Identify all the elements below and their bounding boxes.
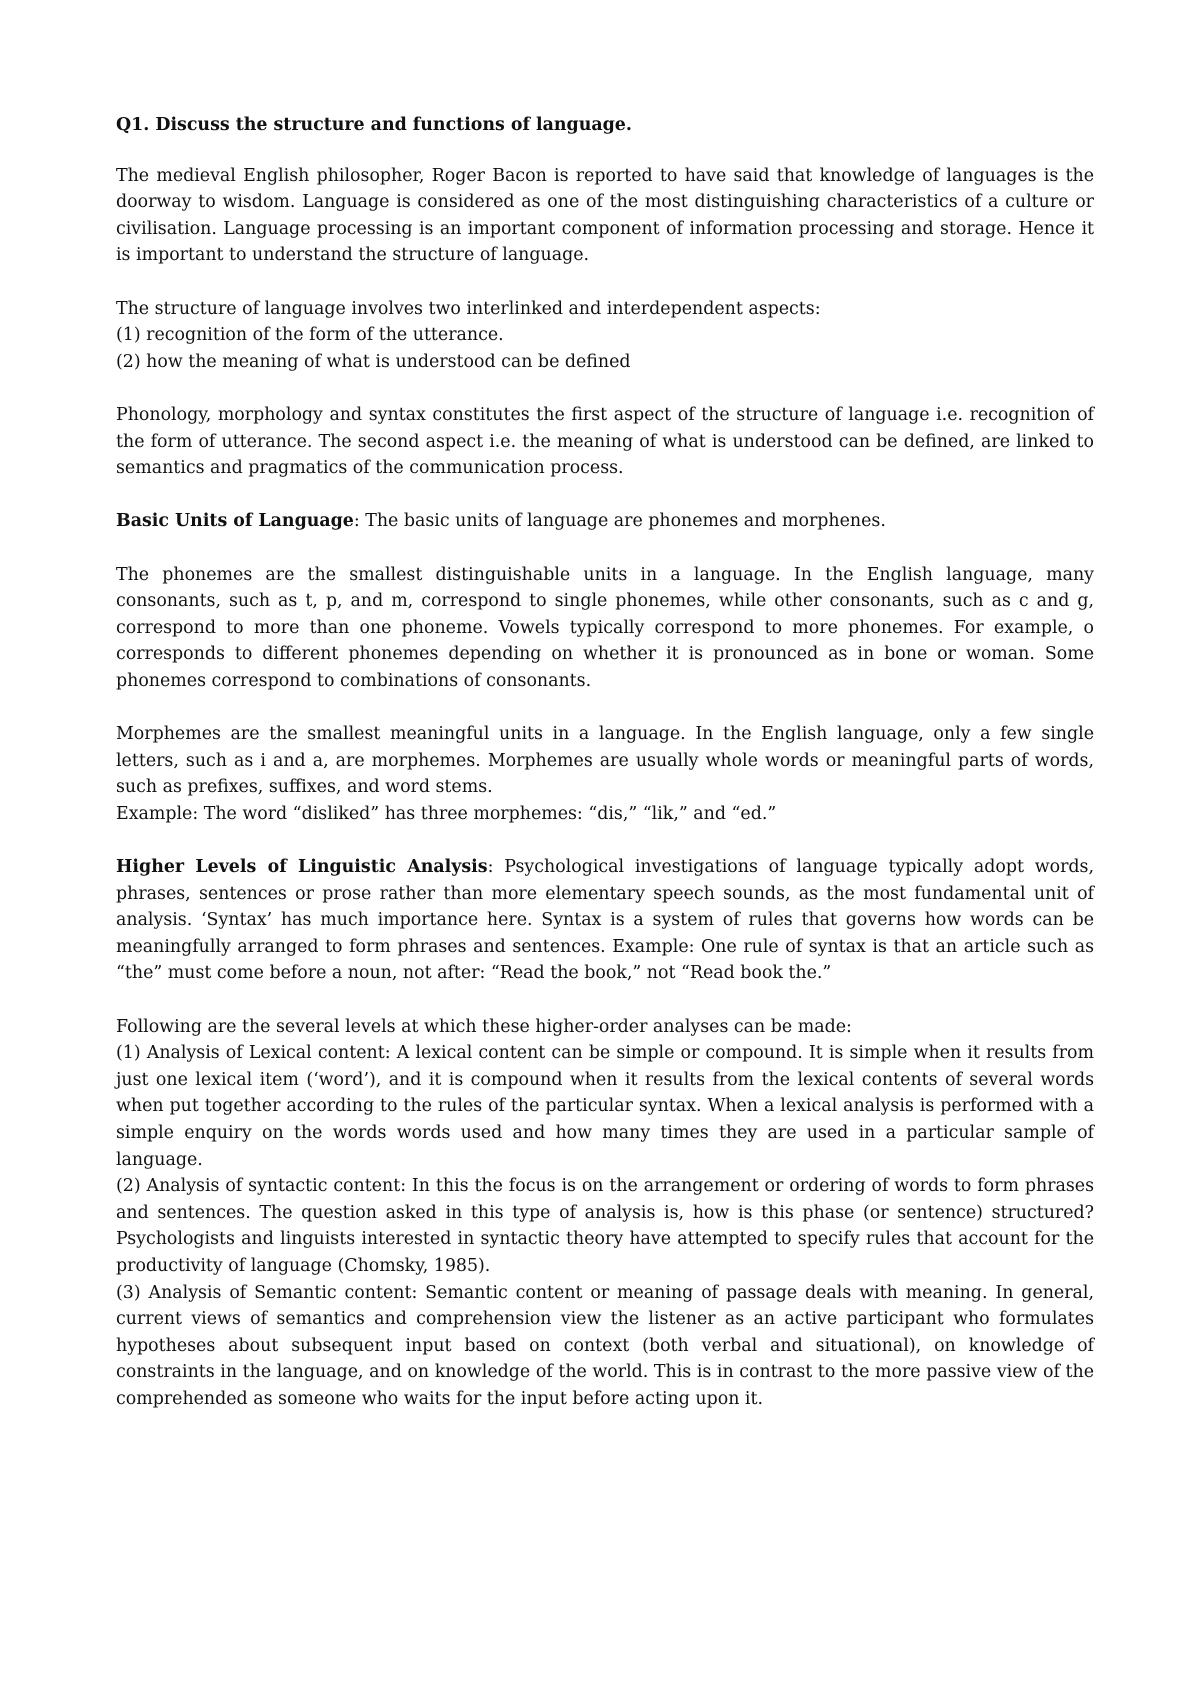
level-item-syntactic: (2) Analysis of syntactic content: In this the focus is on the arrangement or ordering of words to form phrases and sentences. The question asked in this type of analysis is, how is this phase (or sentence) structured? Psychologists and linguists interested in syntactic theory have attempted to specify rules that account for the productivity of language (Chomsky, 1985). [116,1176,1094,1276]
basic-units-paragraph [116,508,1094,535]
question-title: Q1. Discuss the structure and functions of language. [116,115,632,135]
levels-intro: Following are the several levels at which these higher-order analyses can be made: [116,1016,852,1037]
structure-aspects-block [116,296,1094,376]
morphemes-block [116,721,1094,827]
analysis-levels-block [116,1014,1094,1413]
structure-intro: The structure of language involves two interlinked and interdependent aspects: [116,298,821,319]
structure-item-1: (1) recognition of the form of the utterance. [116,325,504,346]
level-item-semantic: (3) Analysis of Semantic content: Semantic content or meaning of passage deals with meaning. In general, current views of semantics and comprehension view the listener as an active participant who formulates hypotheses about subsequent input based on context (both verbal and situational), on knowledge of constraints in the language, and on knowledge of the world. This is in contrast to the more passive view of the comprehended as someone who waits for the input before acting upon it. [116,1282,1094,1409]
basic-units-text: : The basic units of language are phonemes and morphenes. [353,511,886,532]
phonemes-paragraph: The phonemes are the smallest distinguishable units in a language. In the English language, many consonants, such as t, p, and m, correspond to single phonemes, while other consonants, such as c and g, correspond to more than one phoneme. Vowels typically correspond to more phonemes. For example, o corresponds to different phonemes depending on whether it is pronounced as in bone or woman. Some phonemes correspond to combinations of consonants. [116,564,1094,691]
higher-levels-text: : Psychological investigations of language typically adopt words, phrases, sentences or prose rather than more elementary speech sounds, as the most fundamental unit of analysis. ‘Syntax’ has much importance here. Syntax is a system of rules that governs how words can be meaningfully arranged to form phrases and sentences. Example: One rule of syntax is that an article such as “the” must come before a noun, not after: “Read the book,” not “Read book the.” [116,857,1095,984]
structure-item-2: (2) how the meaning of what is understood can be defined [116,351,631,372]
document-page [116,112,1094,1439]
morphemes-paragraph: Morphemes are the smallest meaningful units in a language. In the English language, only a few single letters, such as i and a, are morphemes. Morphemes are usually whole words or meaningful parts of words, such as prefixes, suffixes, and word stems. [116,724,1094,798]
basic-units-heading: Basic Units of Language [116,511,354,532]
intro-paragraph: The medieval English philosopher, Roger Bacon is reported to have said that knowledge of languages is the doorway to wisdom. Language is considered as one of the most distinguishing characteristics of a culture or civilisation. Language processing is an important component of information processing and storage. Hence it is important to understand the structure of language. [116,165,1094,266]
higher-levels-heading: Higher Levels of Linguistic Analysis [116,857,488,878]
morphemes-example: Example: The word “disliked” has three morphemes: “dis,” “lik,” and “ed.” [116,803,777,824]
phonology-paragraph: Phonology, morphology and syntax constitutes the first aspect of the structure of language i.e. recognition of the form of utterance. The second aspect i.e. the meaning of what is understood can be defined, are linked to semantics and pragmatics of the communication process. [116,404,1094,479]
level-item-lexical: (1) Analysis of Lexical content: A lexical content can be simple or compound. It is simple when it results from just one lexical item (‘word’), and it is compound when it results from the lexical contents of several words when put together according to the rules of the particular syntax. When a lexical analysis is performed with a simple enquiry on the words words used and how many times they are used in a particular sample of language. [116,1043,1094,1170]
higher-levels-paragraph [116,854,1094,987]
